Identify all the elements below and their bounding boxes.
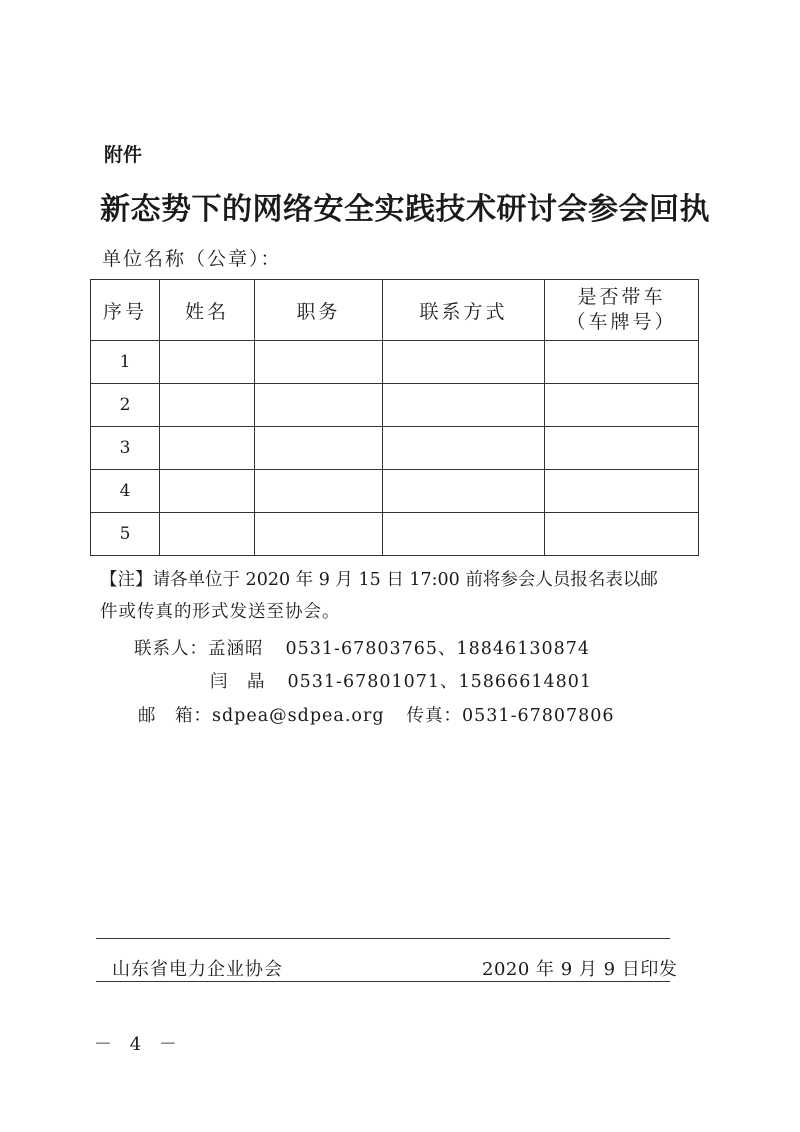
footer-top-rule <box>96 938 670 939</box>
position-cell[interactable] <box>255 427 383 470</box>
footer-date: 2020 年 9 月 9 日印发 <box>482 959 678 980</box>
fax-number: 0531-67807806 <box>462 706 615 726</box>
table-row <box>91 341 699 384</box>
contact-cell[interactable] <box>383 513 545 556</box>
fax-label: 传真： <box>406 706 463 726</box>
header-name: 姓名 <box>160 280 255 341</box>
footer-bottom-rule <box>96 981 670 982</box>
page-title: 新态势下的网络安全实践技术研讨会参会回执 <box>100 192 710 227</box>
name-cell[interactable] <box>160 470 255 513</box>
page-number: － 4 － <box>94 1034 183 1055</box>
row-index: 4 <box>91 470 160 513</box>
position-cell[interactable] <box>255 470 383 513</box>
row-index: 2 <box>91 384 160 427</box>
contact-cell[interactable] <box>383 384 545 427</box>
table-row <box>91 470 699 513</box>
contact-name-2: 闫 晶 <box>210 672 266 692</box>
contact-line-1 <box>134 635 590 660</box>
table-row <box>91 427 699 470</box>
name-cell[interactable] <box>160 341 255 384</box>
name-cell[interactable] <box>160 513 255 556</box>
header-contact: 联系方式 <box>383 280 545 341</box>
contact-name-1: 孟涵昭 <box>208 639 264 659</box>
footer-organization: 山东省电力企业协会 <box>112 959 283 980</box>
table-row <box>91 384 699 427</box>
contact-line-2 <box>210 668 592 693</box>
car-cell[interactable] <box>545 470 699 513</box>
position-cell[interactable] <box>255 341 383 384</box>
email-link[interactable]: sdpea@sdpea.org <box>212 706 385 726</box>
row-index: 5 <box>91 513 160 556</box>
contact-cell[interactable] <box>383 341 545 384</box>
position-cell[interactable] <box>255 513 383 556</box>
car-cell[interactable] <box>545 384 699 427</box>
header-car-label: 是否带车 <box>577 286 666 308</box>
car-cell[interactable] <box>545 513 699 556</box>
header-position: 职务 <box>255 280 383 341</box>
name-cell[interactable] <box>160 384 255 427</box>
contact-cell[interactable] <box>383 427 545 470</box>
email-fax-line <box>138 702 615 727</box>
name-cell[interactable] <box>160 427 255 470</box>
car-cell[interactable] <box>545 341 699 384</box>
table-row <box>91 513 699 556</box>
unit-name-label: 单位名称（公章）： <box>102 248 282 270</box>
contact-phone-1: 0531-67803765、18846130874 <box>285 639 590 659</box>
note-line-2: 件或传真的形式发送至协会。 <box>100 602 341 622</box>
attachment-label: 附件 <box>104 144 143 166</box>
header-plate-label: （车牌号） <box>566 311 677 333</box>
contact-cell[interactable] <box>383 470 545 513</box>
row-index: 3 <box>91 427 160 470</box>
row-index: 1 <box>91 341 160 384</box>
email-label: 邮 箱： <box>138 706 212 726</box>
contact-phone-2: 0531-67801071、15866614801 <box>287 672 592 692</box>
car-cell[interactable] <box>545 427 699 470</box>
header-index: 序号 <box>91 280 160 341</box>
header-car <box>545 280 699 341</box>
position-cell[interactable] <box>255 384 383 427</box>
registration-table <box>90 279 699 556</box>
contact-label: 联系人： <box>134 639 208 659</box>
note-line-1: 【注】请各单位于 2020 年 9 月 15 日 17:00 前将参会人员报名表以邮 <box>100 570 658 590</box>
table-header-row <box>91 280 699 341</box>
